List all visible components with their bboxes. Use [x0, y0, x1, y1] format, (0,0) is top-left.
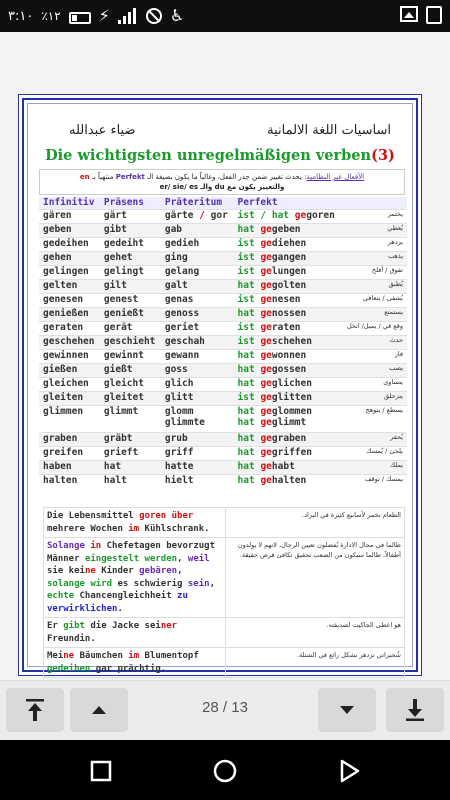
cell-infinitiv: haben — [39, 460, 100, 474]
cell-perfekt: hat gegriffen — [234, 446, 342, 460]
cell-infinitiv: gelten — [39, 279, 100, 293]
sd-card-icon — [426, 6, 442, 24]
cell-infinitiv: geben — [39, 223, 100, 237]
chevron-down-icon — [340, 705, 354, 715]
cell-prasens: gibt — [100, 223, 161, 237]
cell-infinitiv: gießen — [39, 363, 100, 377]
do-not-disturb-icon — [146, 8, 162, 24]
cell-prasens: geschieht — [100, 335, 161, 349]
cell-prasens: grieft — [100, 446, 161, 460]
cell-prasens: gießt — [100, 363, 161, 377]
page-header — [19, 123, 421, 141]
cell-prateritum: hatte — [161, 460, 234, 474]
cell-arabic: يستمتع — [341, 307, 407, 321]
cell-arabic: وقع في / يميل/ انخل — [341, 321, 407, 335]
table-row — [39, 321, 407, 335]
charging-icon: ⚡ — [98, 6, 110, 25]
status-bar — [0, 0, 450, 32]
col-prateritum: Präteritum — [161, 197, 234, 209]
cell-perfekt: hat gehabt — [234, 460, 342, 474]
cell-infinitiv: gelingen — [39, 265, 100, 279]
cell-arabic: يتزحلق — [341, 391, 407, 405]
cell-prateritum: grub — [161, 432, 234, 446]
examples-table — [43, 507, 405, 678]
cell-prasens: genest — [100, 293, 161, 307]
cell-prasens: gleicht — [100, 377, 161, 391]
cell-perfekt: hat geglichen — [234, 377, 342, 391]
cell-arabic: يتساوى — [341, 377, 407, 391]
cell-prateritum: hielt — [161, 474, 234, 488]
last-page-button[interactable] — [386, 688, 444, 732]
back-button[interactable] — [336, 758, 362, 784]
battery-icon — [69, 12, 91, 24]
cell-perfekt: ist geraten — [234, 321, 342, 335]
table-row — [39, 251, 407, 265]
table-row — [39, 335, 407, 349]
cell-arabic: يزدهر — [341, 237, 407, 251]
cell-infinitiv: gleichen — [39, 377, 100, 391]
cell-prateritum: genas — [161, 293, 234, 307]
cell-prasens: gräbt — [100, 432, 161, 446]
cell-prateritum: gewann — [161, 349, 234, 363]
cell-perfekt: hat gegossen — [234, 363, 342, 377]
first-page-icon — [24, 697, 46, 723]
cell-prasens: gleitet — [100, 391, 161, 405]
system-nav-bar — [0, 740, 450, 800]
hearing-aid-icon: ♿ — [169, 6, 185, 25]
table-row — [39, 460, 407, 474]
example-row — [44, 618, 405, 648]
cell-prateritum: genoss — [161, 307, 234, 321]
cell-perfekt: hat gegeben — [234, 223, 342, 237]
cell-perfekt: ist / hat gegoren — [234, 209, 342, 223]
cell-prateritum: geriet — [161, 321, 234, 335]
cell-perfekt: hat genossen — [234, 307, 342, 321]
cell-prasens: gewinnt — [100, 349, 161, 363]
cell-perfekt: ist gelungen — [234, 265, 342, 279]
battery-percent: ٪١٢ — [41, 9, 61, 23]
cell-perfekt: ist geglitten — [234, 391, 342, 405]
page-indicator: 28 / 13 — [202, 699, 248, 716]
cell-prateritum: goss — [161, 363, 234, 377]
cell-prateritum: gedieh — [161, 237, 234, 251]
example-german: Solange in Chefetagen bevorzugt Männer eingestelt werden, weil sie keine Kinder gebären, solange wird es schwierig sein, echte Chancengleichheit zu verwirklichen. — [44, 538, 226, 618]
cell-perfekt: ist gegangen — [234, 251, 342, 265]
cell-perfekt: hat gehalten — [234, 474, 342, 488]
table-row — [39, 209, 407, 223]
cell-arabic: يُعطي — [341, 223, 407, 237]
cell-perfekt: hat gewonnen — [234, 349, 342, 363]
table-row — [39, 474, 407, 488]
cell-perfekt: ist gediehen — [234, 237, 342, 251]
cell-arabic: يسطع / يتوهج — [341, 405, 407, 432]
cell-arabic: يلجئ / يُمسك — [341, 446, 407, 460]
cell-infinitiv: geschehen — [39, 335, 100, 349]
example-arabic: شُجيراتي تزدهر بشكل رائع في الشتلة. — [226, 648, 405, 678]
cell-prasens: glimmt — [100, 405, 161, 432]
table-row — [39, 223, 407, 237]
table-row — [39, 405, 407, 432]
pdf-page — [18, 94, 422, 676]
pdf-viewer[interactable] — [0, 32, 450, 680]
cell-prateritum: gelang — [161, 265, 234, 279]
table-row — [39, 237, 407, 251]
example-arabic: طالما في مجال الادارة يُفضلون تعيين الرجال، لانهم لا يولدون أطفالاً، طالما سيكون من الصعب تحقيق تكافئ فرص حقيقة. — [226, 538, 405, 618]
clock: ٣:١٠ — [8, 8, 34, 24]
cell-arabic: فاز — [341, 349, 407, 363]
table-row — [39, 293, 407, 307]
cell-prasens: gärt — [100, 209, 161, 223]
table-row — [39, 377, 407, 391]
table-row — [39, 279, 407, 293]
cell-prateritum: ging — [161, 251, 234, 265]
cell-arabic: يُحفر — [341, 432, 407, 446]
course-title: اساسيات اللغة الالمانية — [267, 123, 391, 138]
cell-prateritum: gärte / gor — [161, 209, 234, 223]
cell-arabic: تفوق / أفلح — [341, 265, 407, 279]
cell-prateritum: glitt — [161, 391, 234, 405]
signal-icon — [118, 8, 138, 24]
author-name: ضياء عبدالله — [69, 123, 136, 138]
cell-arabic: يمسك / توقف — [341, 474, 407, 488]
table-row — [39, 265, 407, 279]
home-button[interactable] — [212, 758, 238, 784]
next-page-button[interactable] — [318, 688, 376, 732]
cell-infinitiv: gehen — [39, 251, 100, 265]
cell-infinitiv: gewinnen — [39, 349, 100, 363]
recents-button[interactable] — [88, 758, 114, 784]
col-perfekt: Perfekt — [234, 197, 342, 209]
cell-perfekt: hat geglommen hat geglimmt — [234, 405, 342, 432]
cell-prateritum: glich — [161, 377, 234, 391]
cell-prasens: halt — [100, 474, 161, 488]
cell-arabic: يُشفى / يتعافى — [341, 293, 407, 307]
cell-infinitiv: gedeihen — [39, 237, 100, 251]
page-title: Die wichtigsten unregelmäßigen verben(3) — [45, 147, 395, 164]
cell-arabic: حدث — [341, 335, 407, 349]
example-german: Meine Bäumchen im Blumentopf gedeihen gar prächtig. — [44, 648, 226, 678]
cell-prasens: genießt — [100, 307, 161, 321]
cell-prasens: gelingt — [100, 265, 161, 279]
cell-infinitiv: genießen — [39, 307, 100, 321]
col-infinitiv: Infinitiv — [39, 197, 100, 209]
cell-perfekt: hat gegolten — [234, 279, 342, 293]
cell-infinitiv: genesen — [39, 293, 100, 307]
table-row — [39, 307, 407, 321]
cell-prasens: gilt — [100, 279, 161, 293]
cell-prateritum: glomm glimmte — [161, 405, 234, 432]
cell-prateritum: griff — [161, 446, 234, 460]
table-row — [39, 349, 407, 363]
example-row — [44, 648, 405, 678]
title-number: (3) — [371, 147, 395, 164]
cell-infinitiv: glimmen — [39, 405, 100, 432]
example-arabic: الطعام تخمر لأسابيع كثيرة في البراد. — [226, 508, 405, 538]
previous-page-button[interactable] — [70, 688, 128, 732]
cell-prasens: gehet — [100, 251, 161, 265]
cell-arabic: يصب — [341, 363, 407, 377]
table-row — [39, 391, 407, 405]
cell-infinitiv: gleiten — [39, 391, 100, 405]
table-row — [39, 446, 407, 460]
example-row — [44, 538, 405, 618]
cell-infinitiv: geraten — [39, 321, 100, 335]
cell-infinitiv: gären — [39, 209, 100, 223]
cell-infinitiv: graben — [39, 432, 100, 446]
cell-perfekt: ist geschehen — [234, 335, 342, 349]
example-german: Er gibt die Jacke seiner Freundin. — [44, 618, 226, 648]
cell-prateritum: galt — [161, 279, 234, 293]
cell-prasens: gerät — [100, 321, 161, 335]
last-page-icon — [404, 697, 426, 723]
cell-arabic: يذهب — [341, 251, 407, 265]
first-page-button[interactable] — [6, 688, 64, 732]
image-icon — [400, 6, 418, 22]
table-row — [39, 363, 407, 377]
example-row — [44, 508, 405, 538]
col-prasens: Präsens — [100, 197, 161, 209]
verb-table-header — [39, 197, 407, 209]
cell-prateritum: gab — [161, 223, 234, 237]
reader-toolbar — [0, 680, 450, 740]
example-arabic: هو اعطى الجاكيت لصديقته. — [226, 618, 405, 648]
cell-arabic: يملك — [341, 460, 407, 474]
table-row — [39, 432, 407, 446]
chevron-up-icon — [92, 705, 106, 715]
cell-perfekt: hat gegraben — [234, 432, 342, 446]
cell-prasens: hat — [100, 460, 161, 474]
intro-note: الأفعال غير النظامية: يحدث تغيير ضمن جذر الفعل، وغالباً ما يكون بصيغة الـ Perfekt منتهياً بـ en والتغيير يكون مع du والـ er/ sie/ es — [39, 169, 405, 195]
example-german: Die Lebensmittel goren über mehrere Wochen im Kühlschrank. — [44, 508, 226, 538]
cell-perfekt: ist genesen — [234, 293, 342, 307]
cell-infinitiv: halten — [39, 474, 100, 488]
cell-infinitiv: greifen — [39, 446, 100, 460]
verb-table — [39, 197, 407, 488]
cell-arabic: يُطبق — [341, 279, 407, 293]
cell-prasens: gedeiht — [100, 237, 161, 251]
cell-arabic: يختمر — [341, 209, 407, 223]
cell-prateritum: geschah — [161, 335, 234, 349]
